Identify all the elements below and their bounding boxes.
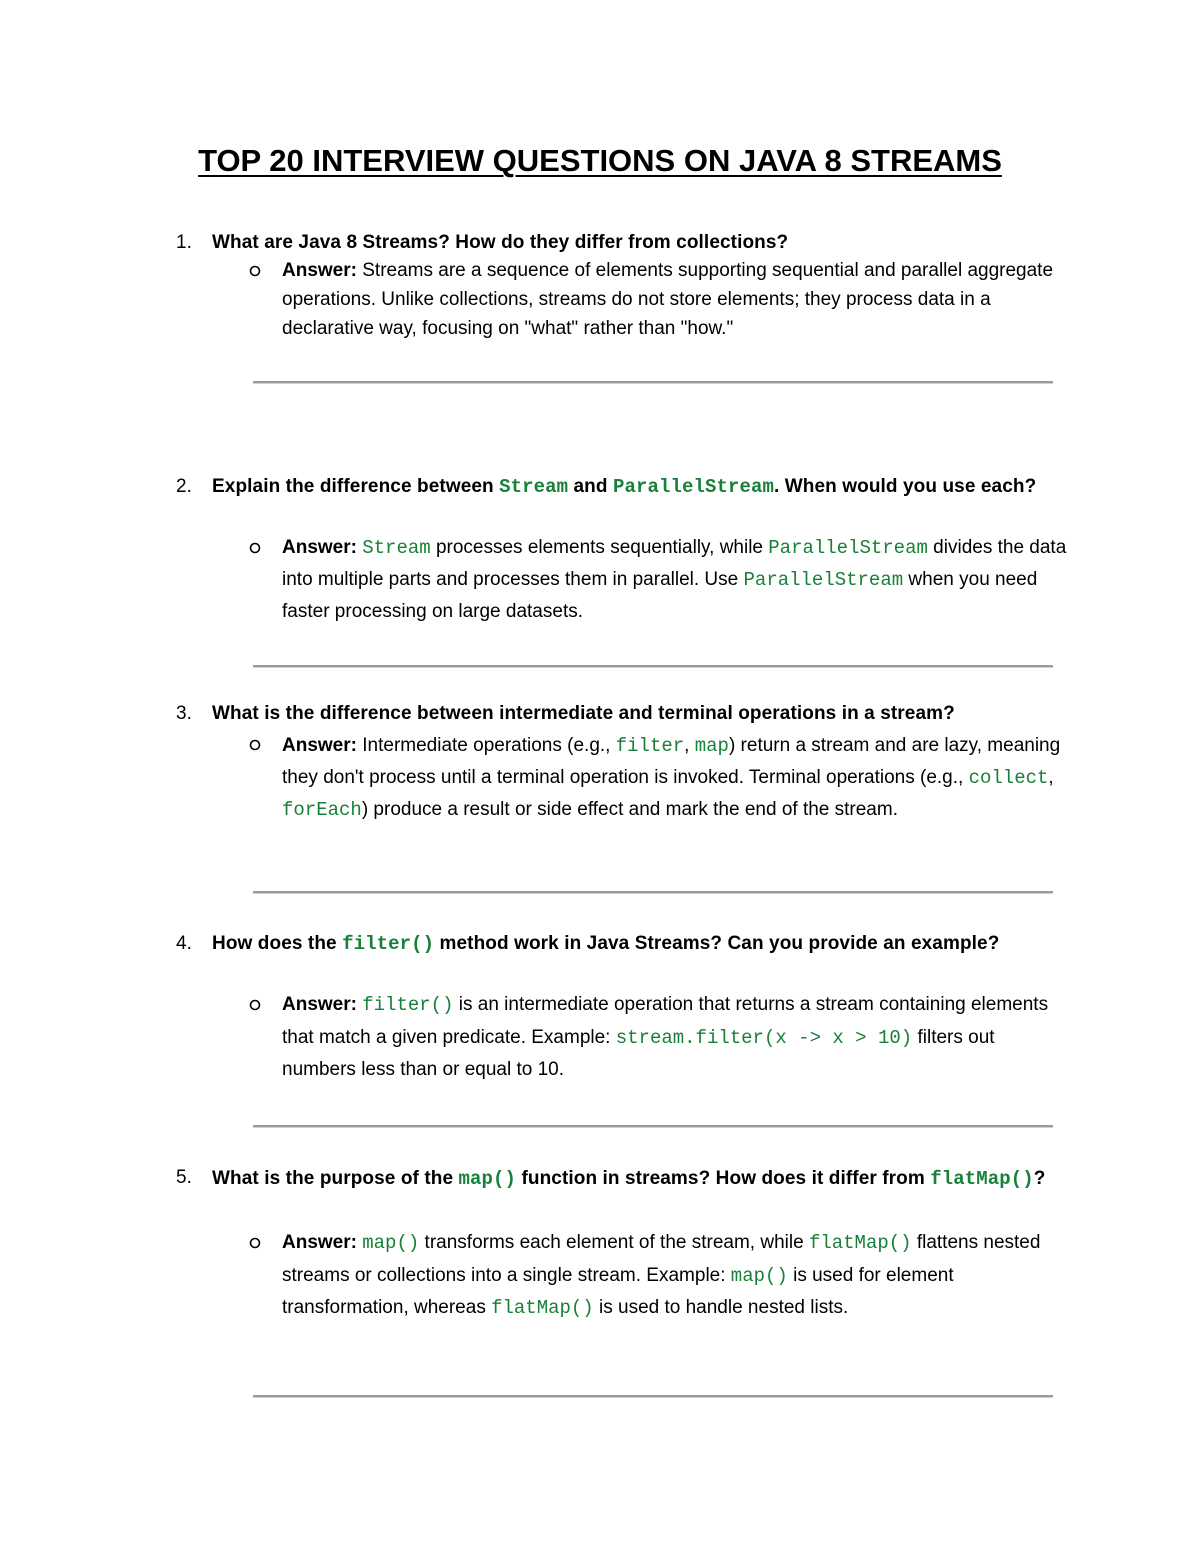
answer-text (282, 532, 1072, 627)
inline-code: flatMap() (491, 1297, 594, 1319)
text-run: ) return a stream and are lazy, meaning they don't process until a terminal operation is invoked. Terminal operations (e.g., (282, 735, 1061, 788)
inline-code: ParallelStream (768, 537, 928, 559)
text-run: method work in Java Streams? Can you provide an example? (434, 933, 1000, 954)
question-text (212, 929, 1062, 959)
question-text (212, 699, 1062, 729)
answer-label: Answer: (282, 537, 357, 558)
horizontal-rule (253, 1125, 1053, 1128)
question-number: 4. (176, 933, 192, 954)
text-run: . When would you use each? (774, 476, 1037, 497)
inline-code: map (694, 735, 729, 757)
text-run: and (568, 476, 613, 497)
text-run: divides the data into multiple parts and processes them in parallel. Use (282, 537, 1067, 590)
inline-code: map() (362, 1232, 420, 1254)
answer-body (282, 1232, 1040, 1318)
text-run: when you need faster processing on large datasets. (282, 569, 1038, 622)
inline-code: Stream (499, 476, 569, 498)
text-run: Streams are a sequence of elements supporting sequential and parallel aggregate operations. Unlike collections, streams do not store elements; they process data in a declarative way, focusing on "what" rather than "how." (282, 260, 1054, 339)
hollow-bullet-icon (248, 541, 262, 555)
horizontal-rule (253, 381, 1053, 384)
text-run: flattens nested streams or collections into a single stream. Example: (282, 1232, 1041, 1286)
inline-code: collect (968, 767, 1049, 789)
answer-text (282, 1227, 1072, 1325)
answer-label: Answer: (282, 735, 357, 756)
text-run: What is the purpose of the (212, 1168, 459, 1189)
answer-text (282, 730, 1072, 826)
answer-text (282, 256, 1072, 343)
hollow-bullet-icon (248, 738, 262, 752)
text-run: ? (1033, 1168, 1046, 1189)
page-title: TOP 20 INTERVIEW QUESTIONS ON JAVA 8 STREAMS (198, 143, 1002, 178)
inline-code: filter() (362, 994, 454, 1016)
answer-body (282, 735, 1060, 820)
inline-code: Stream (362, 537, 431, 559)
text-run: Intermediate operations (e.g., (356, 735, 616, 756)
answer-body (282, 994, 1048, 1080)
question-number: 1. (176, 232, 192, 253)
inline-code: ParallelStream (743, 569, 904, 591)
inline-code: flatMap() (930, 1168, 1034, 1190)
text-run: How does the (212, 933, 343, 954)
text-run: is used for element transformation, whereas (282, 1264, 954, 1318)
hollow-bullet-icon (248, 998, 262, 1012)
question-text (212, 472, 1062, 502)
text-run: is used to handle nested lists. (593, 1297, 849, 1318)
horizontal-rule (253, 1395, 1053, 1398)
text-run: ) produce a result or side effect and mark the end of the stream. (361, 799, 898, 820)
horizontal-rule (253, 891, 1053, 894)
horizontal-rule (253, 665, 1053, 668)
text-run: function in streams? How does it differ from (516, 1168, 931, 1189)
question-number: 3. (176, 703, 192, 724)
hollow-bullet-icon (248, 264, 262, 278)
question-text (212, 228, 1062, 258)
inline-code: filter (615, 735, 685, 757)
answer-label: Answer: (282, 1232, 357, 1253)
text-run: is an intermediate operation that returns a stream containing elements that match a given predicate. Example: (282, 994, 1049, 1048)
text-run: What are Java 8 Streams? How do they differ from collections? (212, 232, 789, 253)
answer-body (282, 260, 1053, 339)
answer-label: Answer: (282, 260, 357, 281)
answer-body (282, 537, 1066, 622)
text-run: What is the difference between intermediate and terminal operations in a stream? (212, 703, 955, 724)
text-run: filters out numbers less than or equal to 10. (282, 1026, 995, 1080)
text-run: processes elements sequentially, while (430, 537, 769, 558)
answer-text (282, 989, 1072, 1087)
text-run: transforms each element of the stream, while (419, 1232, 809, 1253)
inline-code: map() (730, 1264, 788, 1287)
question-number: 5. (176, 1167, 192, 1188)
inline-code: stream.filter(x -> x > 10) (615, 1026, 913, 1049)
hollow-bullet-icon (248, 1236, 262, 1250)
text-run: , (1048, 767, 1054, 788)
inline-code: map() (458, 1168, 517, 1190)
text-run: , (684, 735, 695, 756)
inline-code: flatMap() (808, 1232, 912, 1254)
text-run: Explain the difference between (212, 476, 500, 497)
answer-label: Answer: (282, 994, 357, 1015)
question-text (212, 1163, 1062, 1195)
question-number: 2. (176, 476, 192, 497)
inline-code: ParallelStream (612, 476, 775, 498)
inline-code: forEach (282, 799, 362, 821)
inline-code: filter() (342, 933, 435, 955)
